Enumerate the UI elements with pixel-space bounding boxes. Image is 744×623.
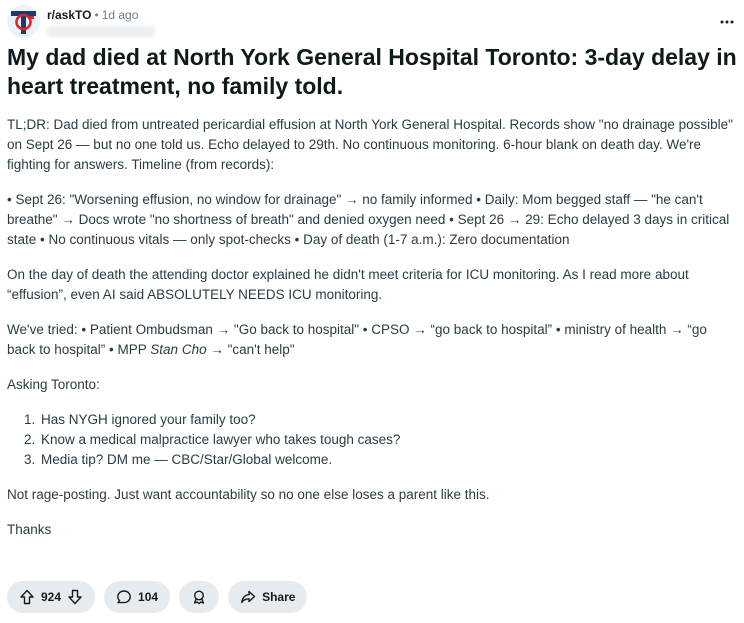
tried-text: We've tried: • Patient Ombudsman → "Go back to hospital" • CPSO → “go back to hospital” • ministry of health → “go back to hospital” • MPP <box>7 322 707 357</box>
comment-count: 104 <box>138 590 159 604</box>
questions-list <box>39 410 735 470</box>
award-icon <box>191 589 207 605</box>
mpp-name: Stan Cho <box>150 342 207 357</box>
list-item: 2. Know a medical malpractice lawyer who takes tough cases? <box>39 430 735 450</box>
subreddit-avatar-icon[interactable] <box>7 5 40 38</box>
award-button[interactable] <box>179 581 219 613</box>
comments-button[interactable] <box>104 581 170 613</box>
tried-text-end: → "can't help" <box>206 342 295 357</box>
share-button[interactable] <box>228 581 307 613</box>
upvote-icon[interactable] <box>19 589 35 605</box>
meta-separator: • <box>94 8 99 22</box>
post-meta <box>47 8 138 22</box>
username-redacted <box>47 26 155 37</box>
comment-icon <box>116 589 132 605</box>
tldr-paragraph: TL;DR: Dad died from untreated pericardial effusion at North York General Hospital. Records show "no drainage possible" on Sept 26 — but no one told us. Echo delayed to 29th. No continuous monitoring. 6-hour blank on death day. We're fighting for answers. Timeline (from records): <box>7 117 733 172</box>
downvote-icon[interactable] <box>67 589 83 605</box>
tried-paragraph <box>7 320 735 360</box>
closing-paragraph: Not rage-posting. Just want accountability so no one else loses a parent like this. <box>7 487 490 502</box>
asking-paragraph: Asking Toronto: <box>7 377 100 392</box>
share-icon <box>240 589 256 605</box>
icu-paragraph: On the day of death the attending doctor explained he didn't meet criteria for ICU monitoring. As I read more about “effusion”, even AI said ABSOLUTELY NEEDS ICU monitoring. <box>7 267 689 302</box>
list-item: 1. Has NYGH ignored your family too? <box>39 410 735 430</box>
post-header <box>7 5 734 41</box>
vote-count: 924 <box>41 590 62 604</box>
share-label: Share <box>262 590 296 604</box>
post-age: 1d ago <box>101 8 139 22</box>
list-item: 3. Media tip? DM me — CBC/Star/Global welcome. <box>39 450 735 470</box>
more-options-icon[interactable] <box>720 13 734 24</box>
post-actions <box>7 581 307 613</box>
signoff-paragraph: Thanks <box>7 522 52 537</box>
post-title: My dad died at North York General Hospital Toronto: 3-day delay in heart treatment, no family told. <box>7 44 737 99</box>
vote-group <box>7 581 95 613</box>
subreddit-link[interactable]: r/askTO <box>47 8 92 22</box>
post-body <box>7 115 735 555</box>
timeline-paragraph: • Sept 26: "Worsening effusion, no window for drainage" → no family informed • Daily: Mom begged staff — "he can't breathe" → Docs wrote "no shortness of breath" and denied oxygen need • Sept 26 → 29: Echo delayed 3 days in critical state • No continuous vitals — only spot-checks • Day of death (1-7 a.m.): Zero documentation <box>7 192 730 247</box>
